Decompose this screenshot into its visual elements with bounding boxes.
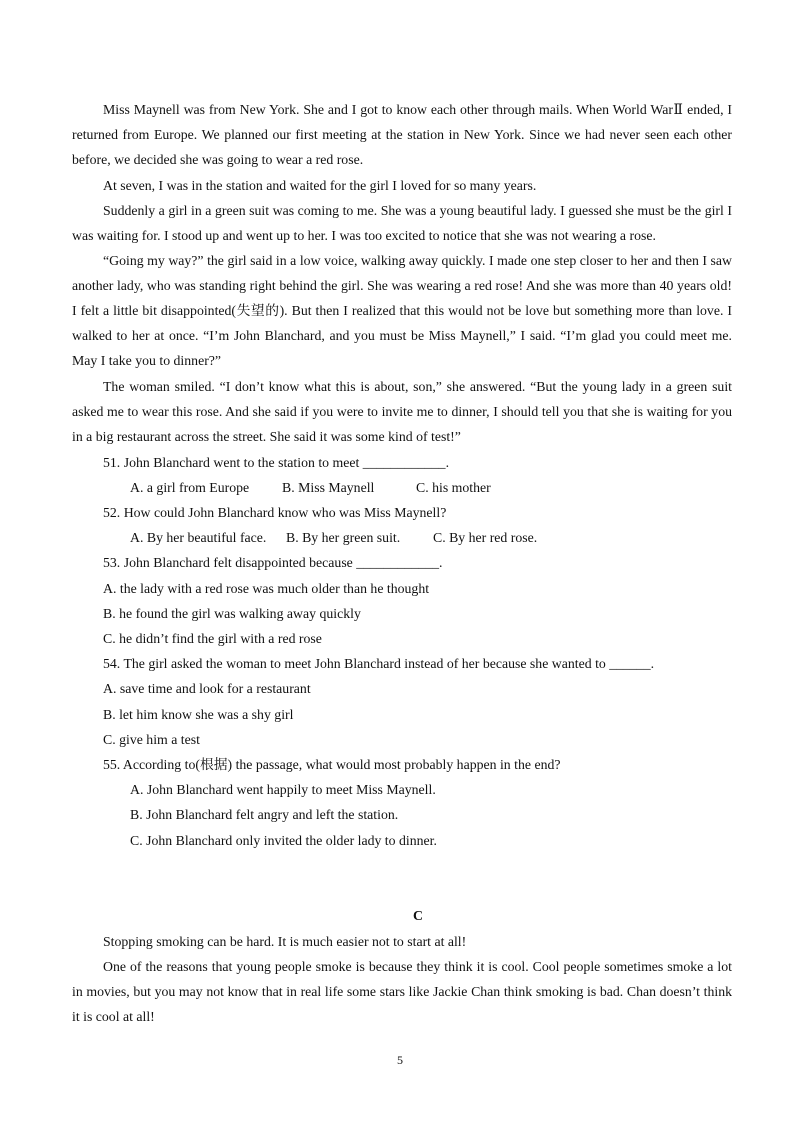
passage-b-paragraph-5: The woman smiled. “I don’t know what this is about, son,” she answered. “But the young lady in a green suit asked me to wear this rose. And she said if you were to invite me to dinner, I should tell you that she is waiting for you in a big restaurant across the street. She said it was some kind of test!” <box>72 379 732 444</box>
page-number: 5 <box>397 1053 403 1067</box>
question-53-option-b: B. he found the girl was walking away quickly <box>103 606 361 621</box>
section-c-heading: C <box>413 908 423 923</box>
question-54-option-c: C. give him a test <box>103 732 200 747</box>
question-53-option-c: C. he didn’t find the girl with a red rose <box>103 631 322 646</box>
section-c-paragraph-2: One of the reasons that young people smoke is because they think it is cool. Cool people sometimes smoke a lot in movies, but you may not know that in real life some stars like Jackie Chan think smoking is bad. Chan doesn’t think it is cool at all! <box>72 959 732 1024</box>
question-51-options <box>130 475 491 500</box>
question-51-option-a: A. a girl from Europe <box>130 480 250 495</box>
passage-b-paragraph-4: “Going my way?” the girl said in a low voice, walking away quickly. I made one step closer to her and then I saw another lady, who was standing right behind the girl. She was wearing a red rose! And she was more than 40 years old! I felt a little bit disappointed(失望的). But then I realized that this would not be love but something more than love. I walked to her at once. “I’m John Blanchard, and you must be Miss Maynell,” I said. “I’m glad you could meet me. May I take you to dinner?” <box>72 253 732 368</box>
question-54: 54. The girl asked the woman to meet John Blanchard instead of her because she wanted to ______. <box>103 656 655 671</box>
question-54-option-b: B. let him know she was a shy girl <box>103 707 294 722</box>
question-52-option-c: C. By her red rose. <box>433 530 538 545</box>
question-52-options <box>130 525 537 550</box>
question-51-option-b: B. Miss Maynell <box>282 480 375 495</box>
question-51-option-c: C. his mother <box>416 480 491 495</box>
question-53-option-a: A. the lady with a red rose was much older than he thought <box>103 581 430 596</box>
question-55-option-c: C. John Blanchard only invited the older lady to dinner. <box>130 833 437 848</box>
passage-b-paragraph-3: Suddenly a girl in a green suit was coming to me. She was a young beautiful lady. I guessed she must be the girl I was waiting for. I stood up and went up to her. I was too excited to notice that she was not wearing a rose. <box>72 203 732 243</box>
question-55: 55. According to(根据) the passage, what would most probably happen in the end? <box>103 757 561 772</box>
passage-b-paragraph-1: Miss Maynell was from New York. She and I got to know each other through mails. When World WarⅡ ended, I returned from Europe. We planned our first meeting at the station in New York. Since we had never seen each other before, we decided she was going to wear a red rose. <box>72 102 732 167</box>
question-55-option-a: A. John Blanchard went happily to meet Miss Maynell. <box>130 782 436 797</box>
section-c-paragraph-1: Stopping smoking can be hard. It is much easier not to start at all! <box>103 934 467 949</box>
question-52-option-b: B. By her green suit. <box>286 530 401 545</box>
question-51: 51. John Blanchard went to the station to meet ____________. <box>103 455 450 470</box>
question-52-option-a: A. By her beautiful face. <box>130 530 267 545</box>
question-55-option-b: B. John Blanchard felt angry and left the station. <box>130 807 399 822</box>
question-52: 52. How could John Blanchard know who was Miss Maynell? <box>103 505 447 520</box>
question-54-option-a: A. save time and look for a restaurant <box>103 681 311 696</box>
passage-b-paragraph-2: At seven, I was in the station and waited for the girl I loved for so many years. <box>103 178 537 193</box>
question-53: 53. John Blanchard felt disappointed because ____________. <box>103 555 443 570</box>
